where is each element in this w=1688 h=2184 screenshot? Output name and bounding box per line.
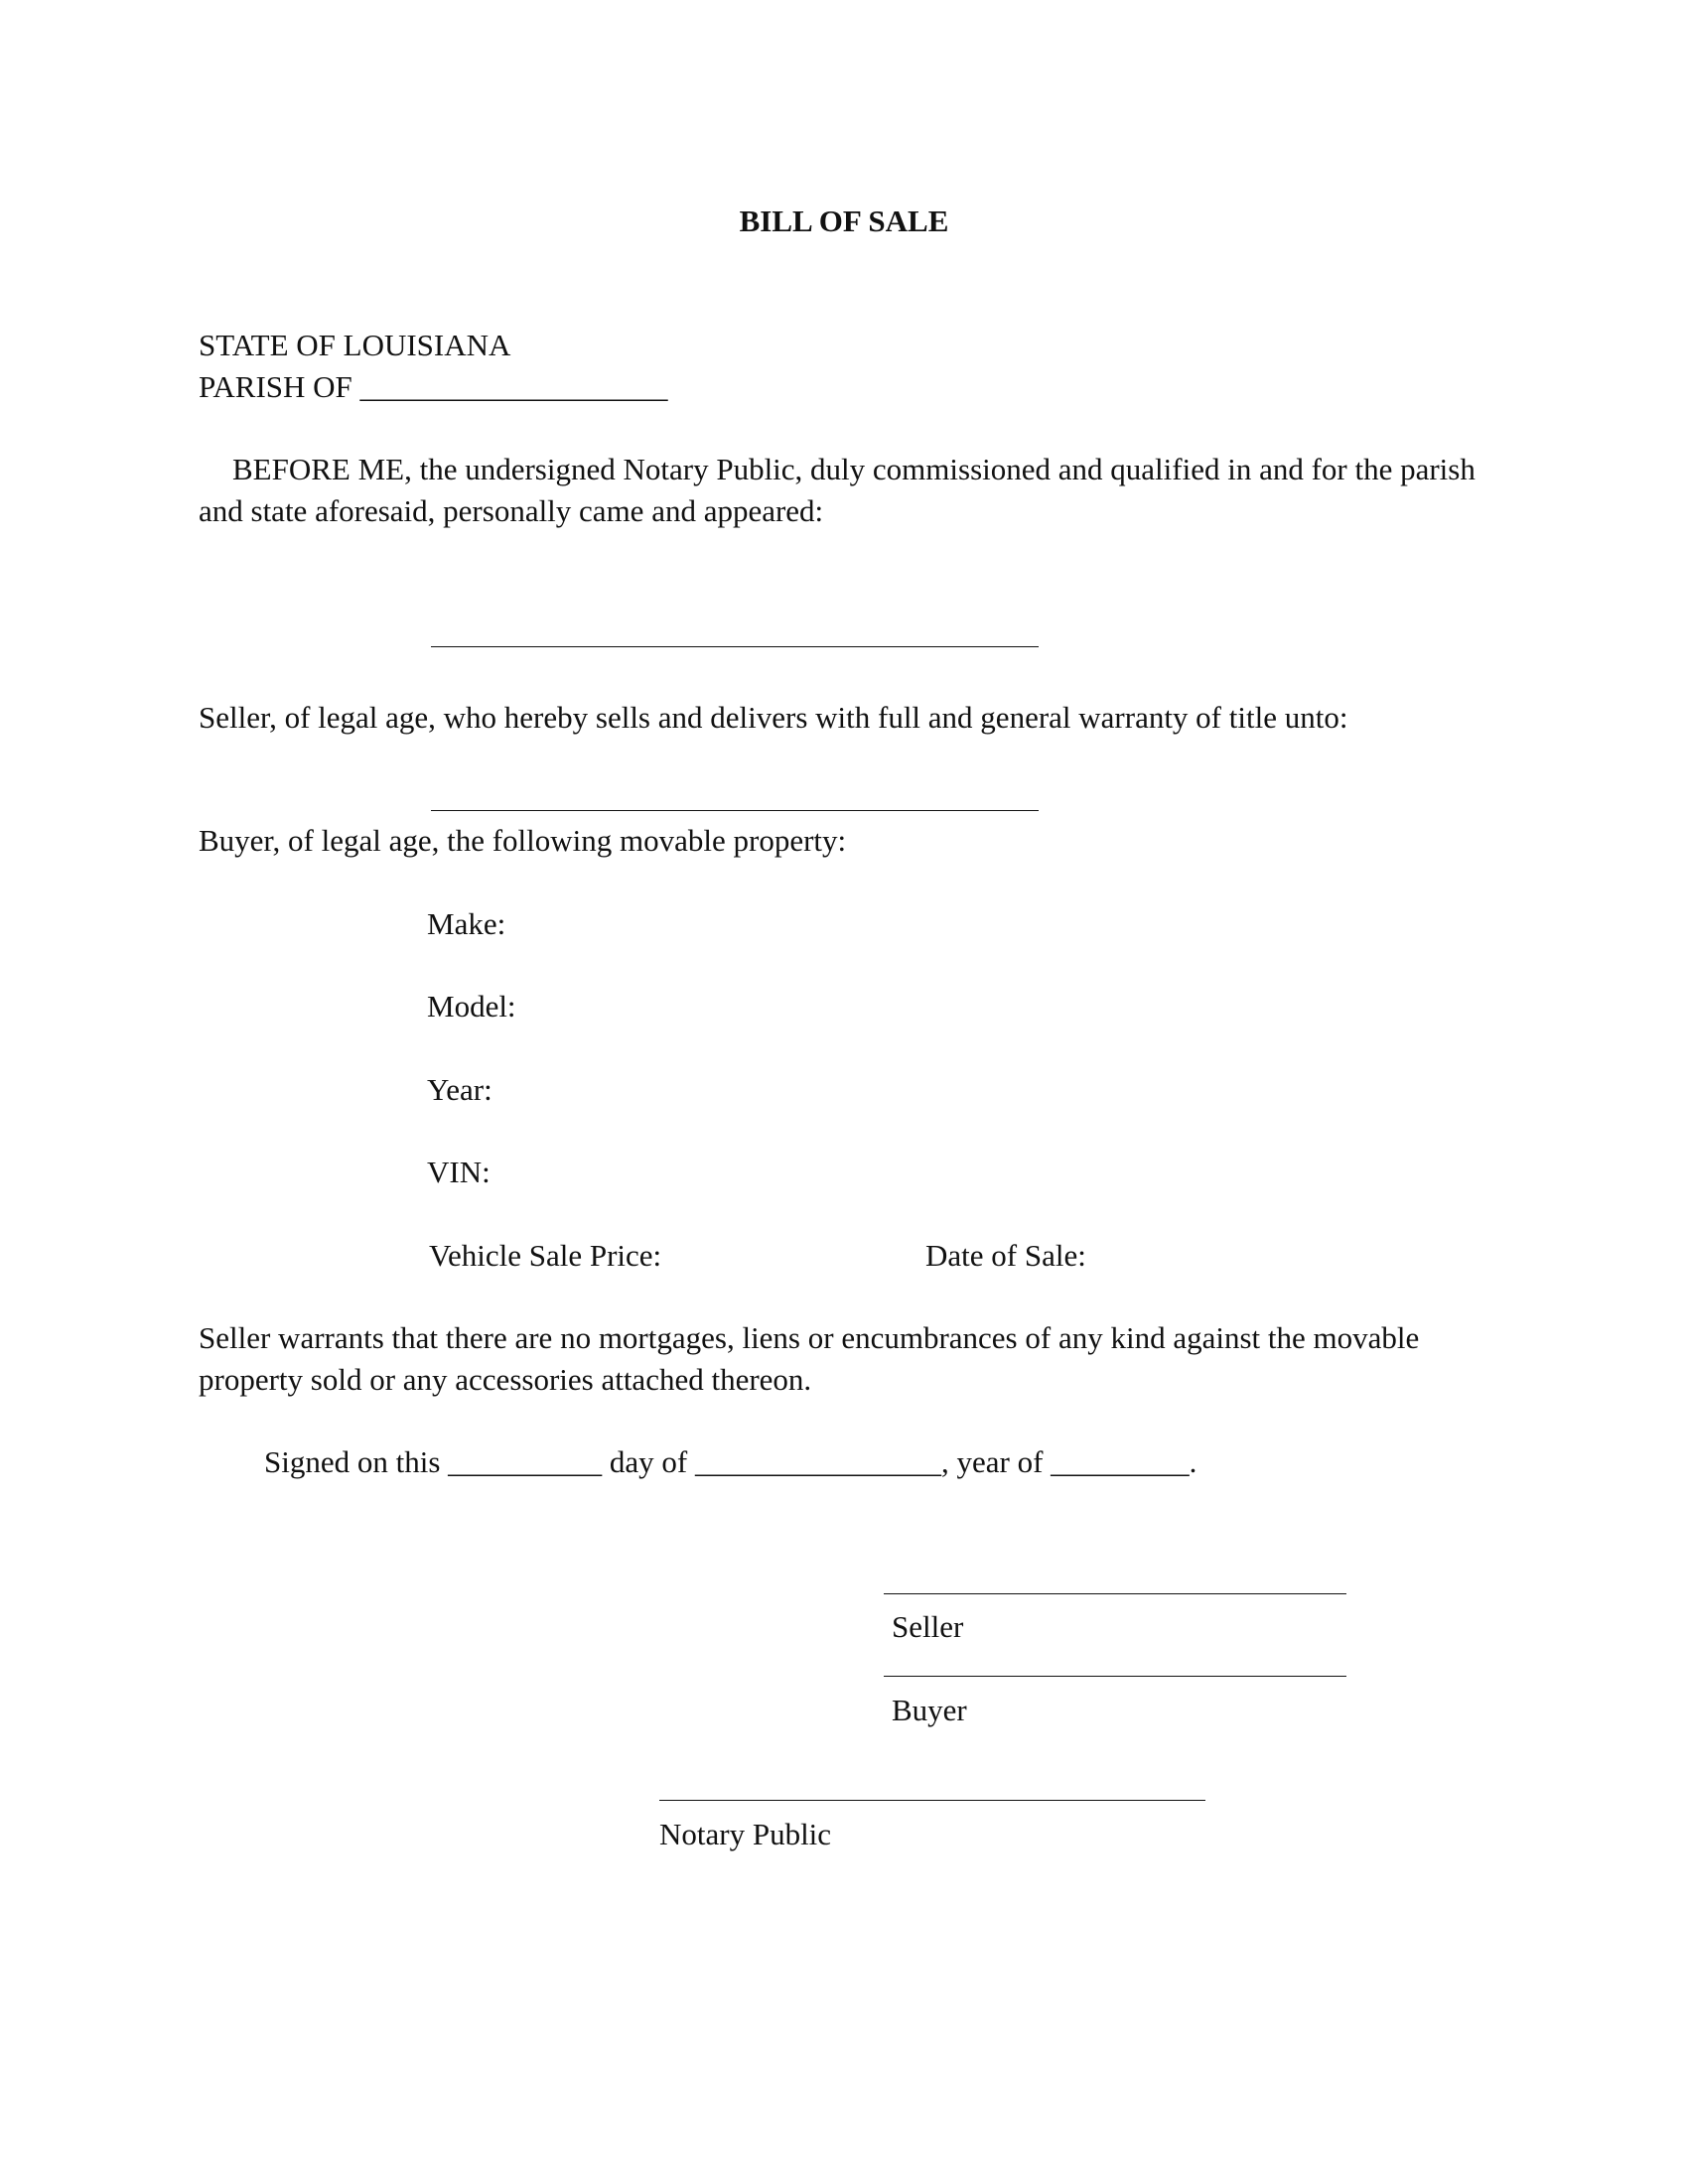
seller-name-line [431,646,1039,647]
intro-paragraph: BEFORE ME, the undersigned Notary Public, duly commissioned and qualified in and for the parish and state aforesaid, personally came and appeared: [199,452,1476,528]
seller-signature-line [884,1593,1346,1594]
notary-signature-line [659,1800,1205,1801]
warranty-paragraph: Seller warrants that there are no mortgages, liens or encumbrances of any kind against the movable property sold or any accessories attached thereon. [199,1320,1420,1397]
buyer-signature-label: Buyer [892,1693,967,1727]
buyer-signature-line [884,1676,1346,1677]
sale-price-label: Vehicle Sale Price: [429,1238,662,1273]
buyer-clause: Buyer, of legal age, the following movable property: [199,823,847,858]
notary-signature-label: Notary Public [659,1817,832,1851]
sale-date-label: Date of Sale: [925,1238,1086,1273]
make-label: Make: [427,906,506,941]
signed-on-line: Signed on this __________ day of ________________, year of _________. [264,1444,1197,1479]
parish-line: PARISH OF ____________________ [199,369,668,404]
year-label: Year: [427,1072,492,1107]
state-line: STATE OF LOUISIANA [199,328,511,362]
vin-label: VIN: [427,1155,491,1189]
document-title: BILL OF SALE [739,204,949,238]
buyer-name-line [431,810,1039,811]
seller-clause: Seller, of legal age, who hereby sells and delivers with full and general warranty of title unto: [199,700,1348,735]
seller-signature-label: Seller [892,1609,964,1644]
model-label: Model: [427,989,516,1024]
